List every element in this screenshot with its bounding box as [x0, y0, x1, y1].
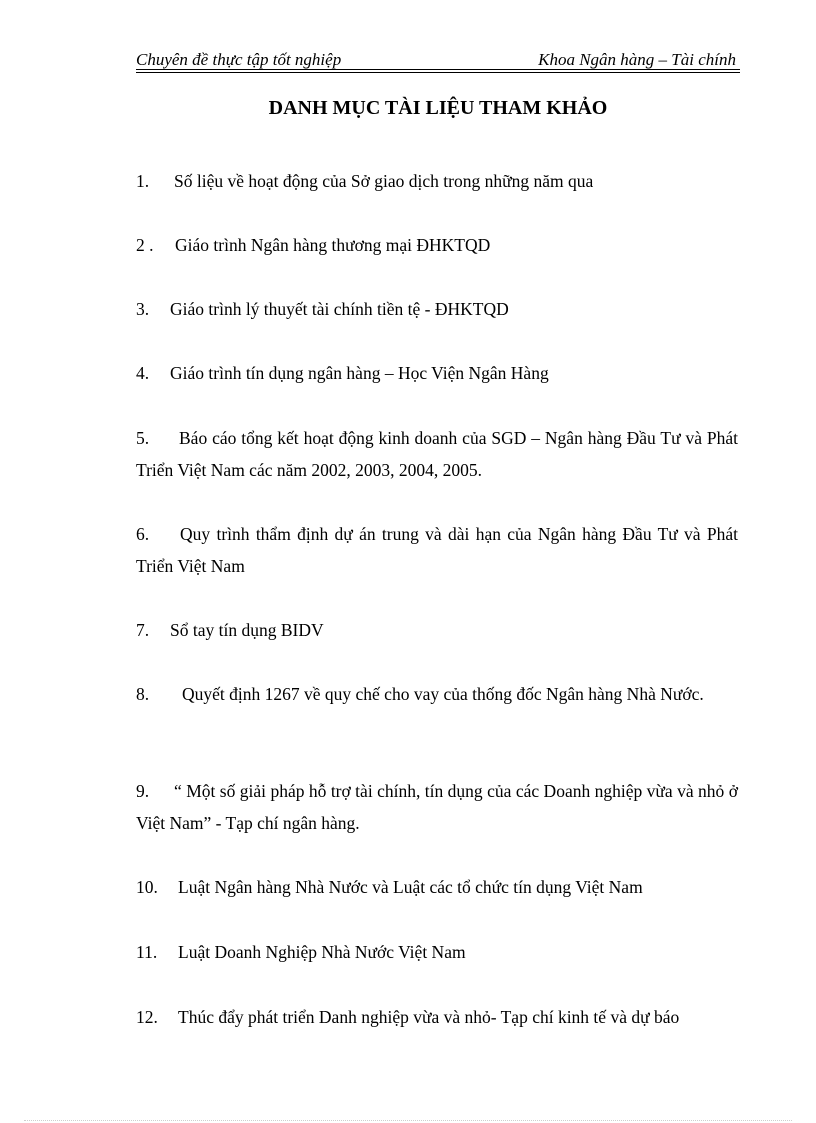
reference-text: Quyết định 1267 về quy chế cho vay của thống đốc Ngân hàng Nhà Nước.	[182, 684, 704, 704]
reference-number: 12.	[136, 1007, 158, 1027]
reference-text: “ Một số giải pháp hỗ trợ tài chính, tín dụng của các Doanh nghiệp vừa và nhỏ ở Việt Nam” - Tạp chí ngân hàng.	[136, 781, 738, 833]
reference-text: Giáo trình Ngân hàng thương mại ĐHKTQD	[175, 235, 491, 255]
reference-number: 8.	[136, 684, 150, 704]
reference-item	[136, 1001, 738, 1033]
reference-text: Luật Ngân hàng Nhà Nước và Luật các tổ chức tín dụng Việt Nam	[178, 877, 643, 897]
reference-number: 1.	[136, 171, 150, 191]
reference-item	[136, 165, 738, 197]
page-bottom-border	[24, 1120, 792, 1121]
header-rule-bottom	[136, 72, 740, 73]
reference-item	[136, 422, 738, 486]
reference-item	[136, 229, 738, 261]
reference-item	[136, 357, 738, 389]
reference-number: 11.	[136, 942, 158, 962]
reference-number: 2 .	[136, 235, 154, 255]
reference-number: 4.	[136, 363, 150, 383]
reference-item	[136, 936, 738, 968]
reference-item	[136, 678, 738, 710]
reference-item	[136, 614, 738, 646]
reference-text: Sổ tay tín dụng BIDV	[170, 620, 324, 640]
reference-text: Giáo trình lý thuyết tài chính tiền tệ - ĐHKTQD	[170, 299, 509, 319]
reference-text: Số liệu về hoạt động của Sở giao dịch trong những năm qua	[174, 171, 594, 191]
reference-number: 6.	[136, 524, 150, 544]
reference-number: 9.	[136, 781, 150, 801]
reference-text: Quy trình thẩm định dự án trung và dài hạn của Ngân hàng Đầu Tư và Phát Triển Việt Nam	[136, 524, 738, 576]
page-header	[136, 49, 740, 71]
header-rule-top	[136, 69, 740, 70]
reference-text: Báo cáo tổng kết hoạt động kinh doanh của SGD – Ngân hàng Đầu Tư và Phát Triển Việt Nam các năm 2002, 2003, 2004, 2005.	[136, 428, 738, 480]
reference-number: 10.	[136, 877, 158, 897]
reference-item	[136, 775, 738, 839]
reference-number: 3.	[136, 299, 150, 319]
reference-text: Giáo trình tín dụng ngân hàng – Học Viện Ngân Hàng	[170, 363, 549, 383]
header-faculty: Khoa Ngân hàng – Tài chính	[538, 50, 736, 69]
reference-text: Luật Doanh Nghiệp Nhà Nước Việt Nam	[178, 942, 466, 962]
header-course-title: Chuyên đề thực tập tốt nghiệp	[136, 50, 342, 69]
reference-item	[136, 293, 738, 325]
reference-item	[136, 518, 738, 582]
reference-item	[136, 871, 738, 903]
page-title: DANH MỤC TÀI LIỆU THAM KHẢO	[268, 97, 608, 119]
reference-number: 5.	[136, 428, 150, 448]
reference-text: Thúc đẩy phát triển Danh nghiệp vừa và nhỏ- Tạp chí kinh tế và dự báo	[178, 1007, 680, 1027]
reference-number: 7.	[136, 620, 150, 640]
